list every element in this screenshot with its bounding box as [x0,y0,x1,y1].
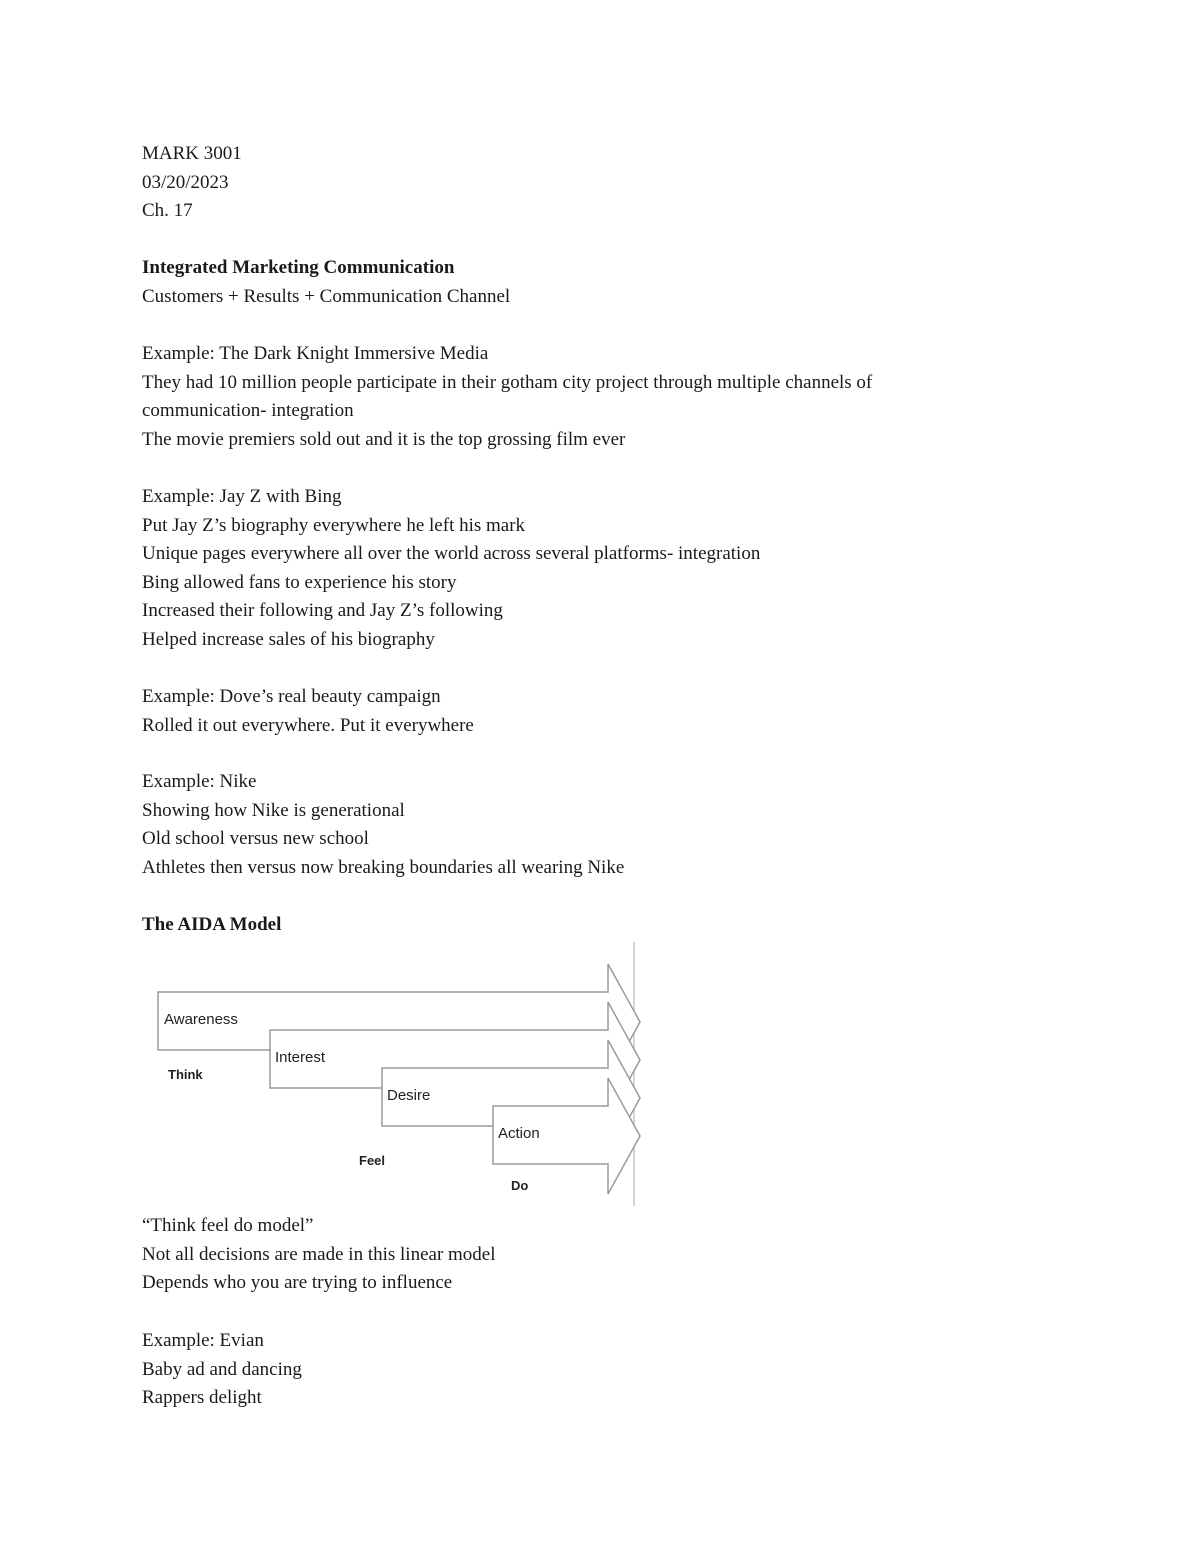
stage-label-awareness: Awareness [164,1011,238,1028]
aida-note: Not all decisions are made in this linear model [142,1243,496,1265]
aida-section-title [142,911,281,940]
chapter-label: Ch. 17 [142,200,193,222]
example-line: communication- integration [142,400,354,422]
dark-knight-example [142,340,872,454]
example-title: Example: Dove’s real beauty campaign [142,686,441,707]
example-title: Example: Evian [142,1330,264,1351]
phase-label-do: Do [511,1178,529,1193]
example-line: Showing how Nike is generational [142,799,405,821]
example-line: Rolled it out everywhere. Put it everywhere [142,714,474,736]
nike-example [142,768,624,882]
stage-label-interest: Interest [275,1049,326,1066]
course-code: MARK 3001 [142,143,242,164]
imc-formula: Customers + Results + Communication Channel [142,285,511,307]
lecture-date: 03/20/2023 [142,171,229,193]
example-line: Put Jay Z’s biography everywhere he left his mark [142,514,526,536]
jayz-example [142,483,760,655]
example-line: Helped increase sales of his biography [142,628,435,650]
example-title: Example: Nike [142,771,257,792]
example-line: Rappers delight [142,1387,262,1409]
aida-note: Depends who you are trying to influence [142,1272,453,1294]
example-title: Example: The Dark Knight Immersive Media [142,343,489,364]
example-line: Bing allowed fans to experience his story [142,571,457,593]
aida-diagram [150,940,660,1210]
example-title: Example: Jay Z with Bing [142,486,342,507]
example-line: Old school versus new school [142,828,369,850]
example-line: Increased their following and Jay Z’s following [142,600,503,622]
phase-label-feel: Feel [359,1153,386,1168]
aida-note: “Think feel do model” [142,1215,314,1236]
evian-example [142,1327,302,1413]
aida-heading: The AIDA Model [142,914,282,935]
example-line: The movie premiers sold out and it is the top grossing film ever [142,428,626,450]
example-line: Baby ad and dancing [142,1358,302,1380]
imc-heading: Integrated Marketing Communication [142,257,455,278]
header-block [142,140,242,226]
example-line: Unique pages everywhere all over the world across several platforms- integration [142,543,761,565]
phase-label-think: Think [168,1067,203,1082]
imc-section [142,254,510,311]
stage-label-action: Action [498,1125,540,1142]
example-line: Athletes then versus now breaking boundaries all wearing Nike [142,856,625,878]
aida-notes [142,1212,496,1298]
dove-example [142,683,474,740]
stage-label-desire: Desire [387,1087,431,1104]
example-line: They had 10 million people participate in their gotham city project through multiple channels of [142,371,873,393]
